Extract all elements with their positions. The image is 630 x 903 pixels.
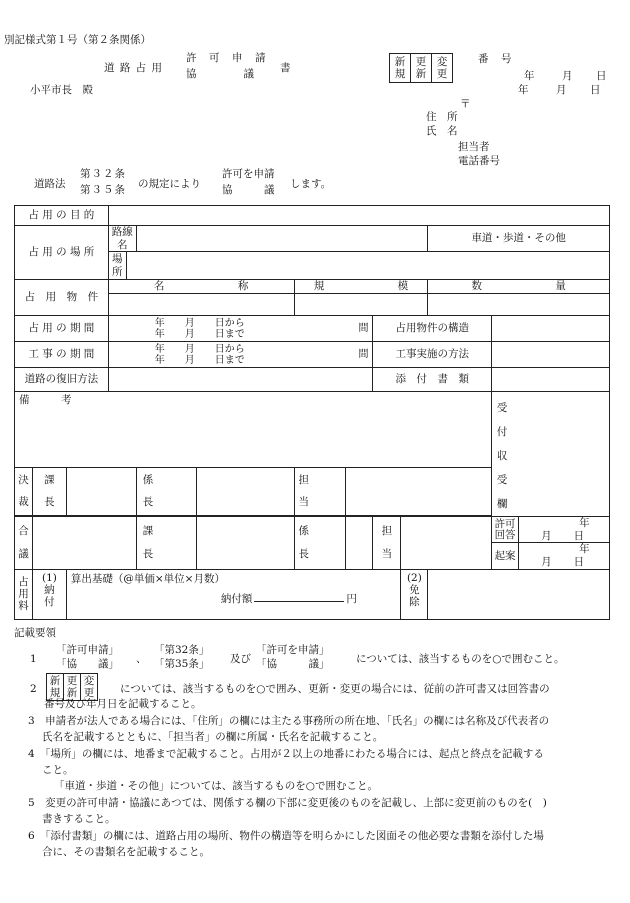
object-spec-field[interactable]	[294, 294, 428, 316]
location-label: 場 所	[108, 252, 126, 280]
phone-label: 電話番号	[458, 155, 500, 167]
object-name-field[interactable]	[108, 294, 294, 316]
reply-label: 許可 回答	[492, 517, 519, 543]
note-4b: こと。	[42, 764, 74, 776]
form-number: 別記様式第１号（第２条関係）	[4, 34, 151, 46]
purpose-label: 占 用 の 目 的	[15, 206, 109, 226]
restore-label: 道路の復旧方法	[15, 368, 109, 392]
fee-calc[interactable]	[66, 569, 401, 619]
note-1-opt-b2: 「第35条」	[154, 658, 210, 670]
note-3: 3 申請者が法人である場合には、「住所」の欄には主たる事務所の所在地、「氏名」の欄には名称及び代表者の	[28, 715, 550, 727]
note-2-text: については、該当するものを○で囲み、更新・変更の場合には、従前の許可書又は回答書の	[120, 683, 550, 695]
reply-date[interactable]: 年月 日	[519, 517, 609, 543]
note-1-opt-b1: 「第32条」	[154, 644, 210, 656]
object-qty-field[interactable]	[428, 294, 610, 316]
addressee: 小平市長 殿	[30, 84, 93, 96]
article-35: 第３５条	[80, 184, 126, 196]
note-5b: 書きすること。	[42, 813, 116, 825]
subsection-chief-seal[interactable]	[196, 467, 294, 515]
draft-date[interactable]: 年月 日	[541, 543, 590, 568]
attach-label: 添 付 書 類	[373, 368, 492, 392]
date2-month: 月	[556, 84, 567, 96]
note-1-text: については、該当するものを○で囲むこと。	[356, 653, 565, 665]
payment-label: (1) 納 付	[32, 569, 66, 619]
consult-subsection-label: 係 長	[294, 517, 346, 569]
restore-field[interactable]	[108, 368, 373, 392]
place-label: 占 用 の 場 所	[15, 226, 109, 280]
statement-mid: の規定により	[138, 178, 201, 190]
note-2-text2: 番号及び年月日を記載すること。	[44, 698, 202, 710]
title-right: 書	[280, 62, 291, 74]
consult-staff-seal[interactable]	[401, 517, 492, 569]
address-label: 住 所	[426, 111, 458, 123]
consult-section-chief-seal[interactable]	[196, 517, 294, 569]
subsection-chief-label: 係 長	[136, 467, 196, 515]
road-type: 車道・歩道・その他	[428, 226, 610, 252]
title-bottom: 協 議	[186, 68, 255, 80]
note-1-num: 1	[30, 653, 37, 665]
draft-label: 起案	[492, 543, 519, 569]
col-qty: 数 量	[428, 280, 610, 294]
work-period-dates[interactable]: 年 月 日から 年 月 日まで 間	[108, 342, 373, 368]
section-chief-seal[interactable]	[66, 467, 136, 515]
note-3b: 氏名を記載するとともに、「担当者」の欄に所属・氏名を記載すること。	[42, 731, 384, 743]
note-2-num: 2	[30, 683, 37, 695]
article-32: 第３２条	[80, 168, 126, 180]
number-label: 番 号	[478, 53, 513, 65]
receipt-column: 受 付 収 受 欄	[492, 392, 610, 517]
option-consult: 協 議	[222, 184, 275, 196]
exempt-field[interactable]	[428, 569, 610, 619]
title-top: 許 可 申 請	[186, 52, 267, 64]
work-method-label: 工事実施の方法	[373, 342, 492, 368]
option-apply: 許可を申請	[222, 168, 275, 180]
route-field[interactable]	[136, 226, 428, 252]
note-1-opt-a2: 「協 議」	[56, 658, 119, 670]
date1-month: 月	[562, 70, 573, 82]
consult-section-chief-label: 課 長	[136, 517, 196, 569]
note-4c: 「車道・歩道・その他」については、該当するものを○で囲むこと。	[54, 780, 378, 792]
note-2-box: 新 規 更 新 変 更	[46, 673, 98, 701]
note-4: 4 「場所」の欄には、地番まで記載すること。占用が２以上の地番にわたる場合には、起点と終点を記載する	[28, 748, 544, 760]
application-table	[14, 205, 610, 620]
structure-label: 占用物件の構造	[373, 316, 492, 342]
name-label: 氏 名	[426, 125, 458, 137]
date1-year: 年	[524, 70, 535, 82]
title-left: 道 路 占 用	[104, 62, 164, 74]
kessai-label: 決 裁	[15, 467, 33, 515]
consult-subsection-seal[interactable]	[346, 517, 373, 569]
period-label: 占 用 の 期 間	[15, 316, 109, 342]
location-field[interactable]	[126, 252, 609, 280]
exempt-label: (2) 免 除	[401, 569, 428, 619]
section-chief-label: 課 長	[32, 467, 66, 515]
purpose-field[interactable]	[108, 206, 609, 226]
col-name: 名 称	[108, 280, 294, 294]
col-spec: 規 模	[294, 280, 428, 294]
note-1-sep: 、	[136, 653, 147, 665]
date2-year: 年	[518, 84, 529, 96]
consult-label: 合 議	[15, 517, 33, 569]
contact-label: 担当者	[458, 141, 490, 153]
calc-basis: 算出基礎（@単価×単位×月数）	[70, 572, 225, 585]
consult-staff-label: 担 当	[373, 517, 401, 569]
work-method-field[interactable]	[492, 342, 610, 368]
postal-mark: 〒	[460, 98, 471, 110]
staff-label: 担 当	[294, 467, 346, 515]
note-1-opt-a1: 「許可申請」	[56, 644, 119, 656]
staff-seal[interactable]	[346, 467, 492, 515]
law-label: 道路法	[34, 178, 66, 190]
attach-field[interactable]	[492, 368, 610, 392]
statement-end: します。	[290, 178, 332, 190]
reply-draft-block	[492, 517, 610, 569]
route-label: 路線名	[108, 226, 136, 252]
period-dates[interactable]: 年 月 日から 年 月 日まで 間	[108, 316, 373, 342]
remarks-label: 備 考	[15, 392, 492, 468]
note-5: 5 変更の許可申請・協議にあつては、関係する欄の下部に変更後のものを記載し、上部に変更前のものを( )	[28, 797, 547, 809]
fee-label: 占 用 料	[15, 569, 33, 619]
note-1-opt-c2: 「協 議」	[256, 658, 330, 670]
date2-day: 日	[590, 84, 601, 96]
note-6: 6 「添付書類」の欄には、道路占用の場所、物件の構造等を明らかにした図面その他必要な書類を添付した場	[28, 830, 544, 842]
payment-amount[interactable]: 納付額 円	[220, 593, 357, 606]
note-6b: 合に、その書類名を記載すること。	[42, 846, 210, 858]
work-period-label: 工 事 の 期 間	[15, 342, 109, 368]
date1-day: 日	[596, 70, 607, 82]
note-1-and: 及び	[230, 653, 251, 665]
notes-heading: 記載要領	[14, 627, 56, 639]
note-1-opt-c1: 「許可を申請」	[256, 644, 330, 656]
object-label: 占 用 物 件	[15, 280, 109, 316]
structure-field[interactable]	[492, 316, 610, 342]
consult-field[interactable]	[32, 517, 136, 569]
status-box: 新 規 更 新 変 更	[389, 53, 453, 83]
